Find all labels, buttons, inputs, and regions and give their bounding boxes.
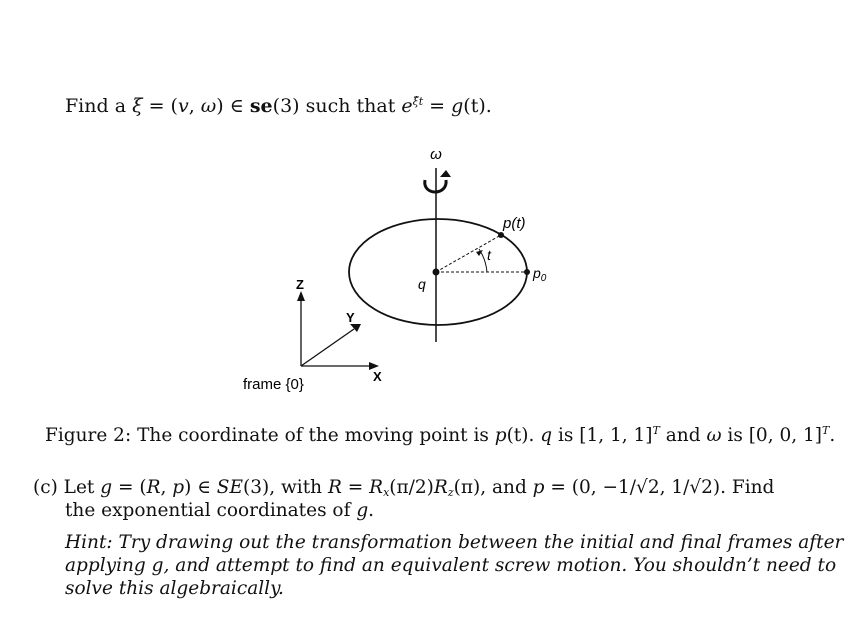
t-label: t <box>487 247 491 263</box>
x-axis-label: X <box>373 369 382 384</box>
q-label: q <box>418 276 426 292</box>
y-axis-label: Y <box>346 310 355 325</box>
hint-line2: applying g, and attempt to find an equivalent screw motion. You shouldn’t need to <box>65 555 837 576</box>
frame-label: frame {0} <box>243 376 304 393</box>
figure-caption: Figure 2: The coordinate of the moving point is p(t). q is [1, 1, 1]$^T$ and ω is [0, 0, 1]$^T$. <box>45 424 836 446</box>
question-text: Find a ξ = (v, ω) ∈ se(3) such that $e^{\xît} = g(t)$. <box>65 95 492 117</box>
pt-label: p(t) <box>503 215 526 232</box>
hint-line1: Hint: Try drawing out the transformation between the initial and final frames after <box>65 532 844 553</box>
omega-label: ω <box>430 146 442 163</box>
p0-label: $p_0$ <box>533 265 547 284</box>
hint-line3: solve this algebraically. <box>65 578 284 599</box>
part-c-line1: (c) Let g = (R, p) ∈ SE(3), with $R = R_x(\pi/2)R_z(\pi)$, and p = (0, −1/√2, 1/√2). Find <box>33 477 775 499</box>
z-axis-label: Z <box>296 277 304 292</box>
part-c-line2: the exponential coordinates of g. <box>65 500 375 521</box>
